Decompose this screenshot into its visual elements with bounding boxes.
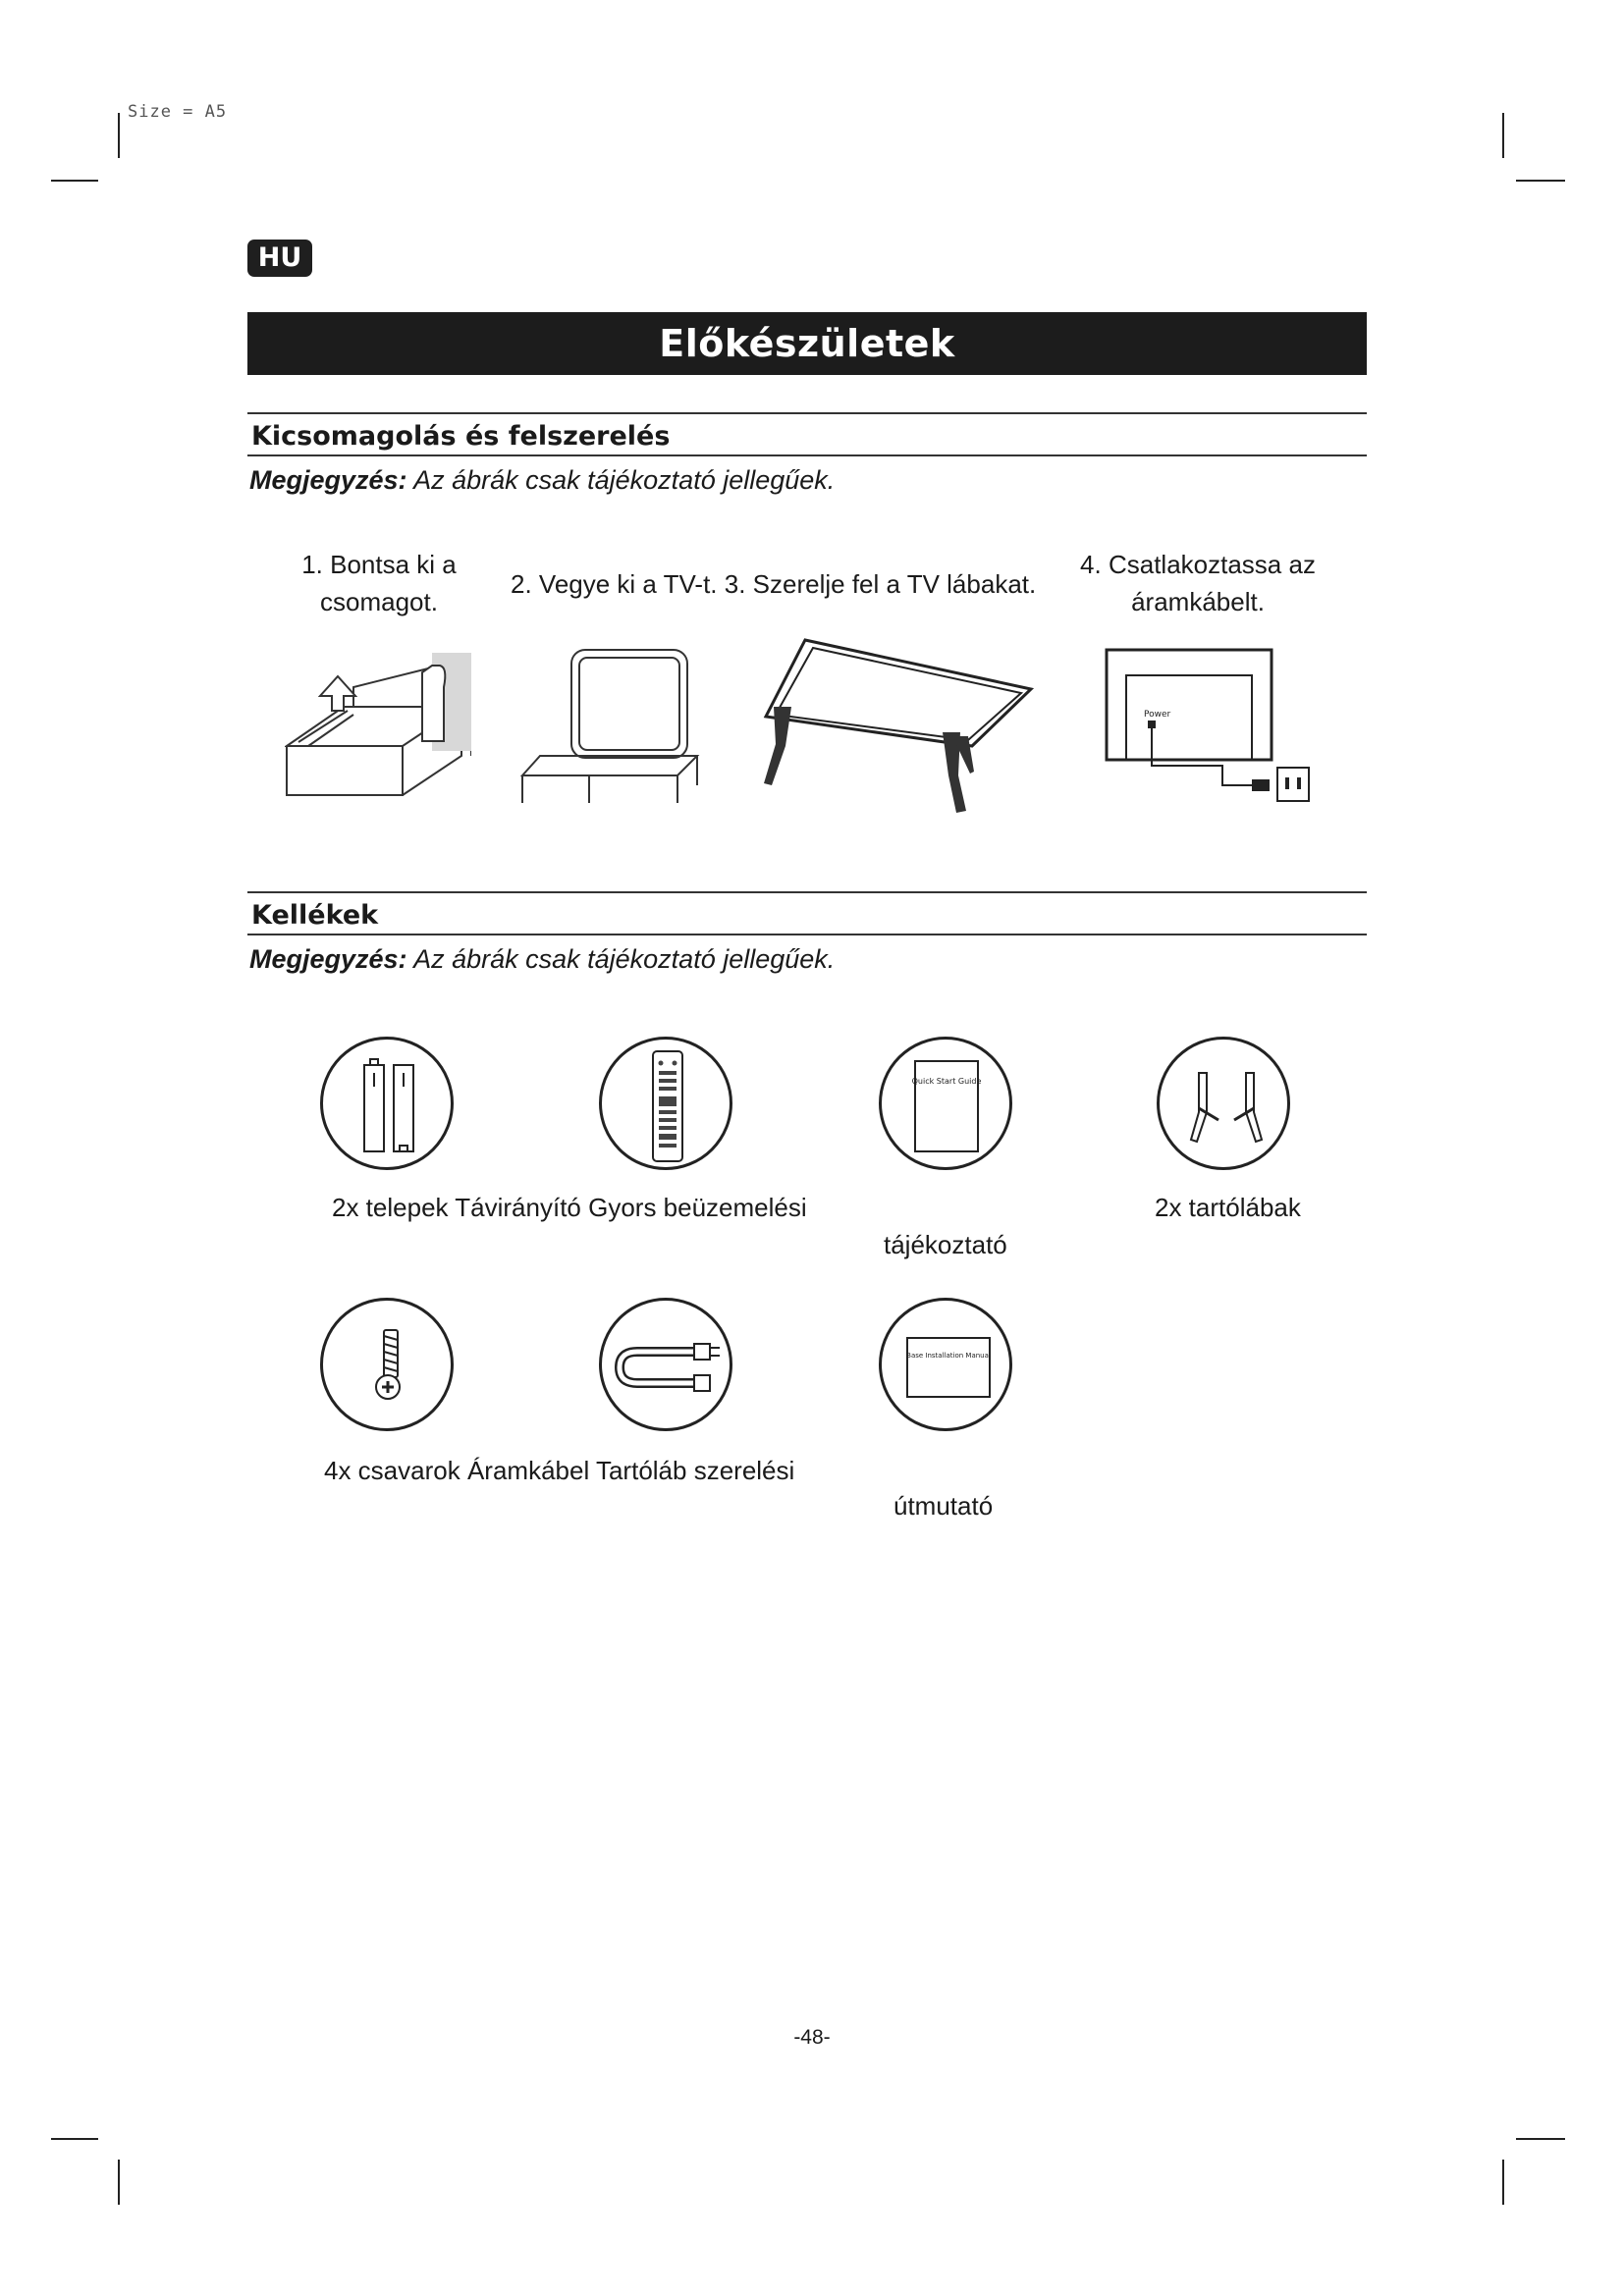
- batteries-icon: [320, 1037, 454, 1170]
- tv-removal-illustration: [520, 638, 707, 805]
- accessories-note: [249, 944, 835, 975]
- unpack-box-illustration: [285, 648, 471, 805]
- crop-mark-bottom-right-vertical: [1502, 2160, 1504, 2205]
- crop-mark-top-left-vertical: [118, 113, 120, 158]
- crop-mark-top-left-horizontal: [51, 180, 98, 182]
- accessories-row1-caption-cont: tájékoztató: [884, 1230, 1007, 1259]
- crop-mark-bottom-left-vertical: [118, 2160, 120, 2205]
- screw-icon: [320, 1298, 454, 1431]
- base-installation-manual-label: Base Installation Manual: [906, 1352, 991, 1360]
- step-remove-and-mount-label: 2. Vegye ki a TV-t. 3. Szerelje fel a TV lábakat.: [511, 569, 1037, 599]
- power-cable-icon: [599, 1298, 732, 1431]
- accessories-row2-caption-cont: útmutató: [893, 1491, 994, 1521]
- page-number: -48-: [793, 2026, 831, 2049]
- stand-legs-icon: [1157, 1037, 1290, 1170]
- accessories-heading: Kellékek: [247, 891, 1367, 935]
- power-label: Power: [1144, 710, 1171, 720]
- crop-mark-bottom-left-horizontal: [51, 2138, 98, 2140]
- unpacking-note: [249, 465, 835, 496]
- accessories-row2-caption: 4x csavarok Áramkábel Tartóláb szerelési: [324, 1456, 795, 1485]
- base-installation-manual-icon: [879, 1298, 1012, 1431]
- crop-mark-top-right-horizontal: [1516, 180, 1565, 182]
- quick-start-guide-icon: [879, 1037, 1012, 1170]
- accessories-row1-caption: 2x telepek Távirányító Gyors beüzemelési: [332, 1193, 807, 1222]
- step-unpack-label: 1. Bontsa ki a csomagot.: [301, 550, 457, 616]
- step-connect-power-label: 4. Csatlakoztassa az áramkábelt.: [1080, 550, 1316, 616]
- note-text: Az ábrák csak tájékoztató jellegűek.: [413, 465, 836, 495]
- note-text: Az ábrák csak tájékoztató jellegűek.: [413, 944, 836, 974]
- note-label: Megjegyzés:: [249, 944, 407, 974]
- crop-mark-bottom-right-horizontal: [1516, 2138, 1565, 2140]
- size-label: Size = A5: [128, 102, 228, 122]
- language-badge: HU: [247, 240, 312, 277]
- crop-mark-top-right-vertical: [1502, 113, 1504, 158]
- tv-legs-illustration: [746, 638, 1041, 834]
- remote-control-icon: [599, 1037, 732, 1170]
- power-connection-illustration: [1105, 648, 1316, 815]
- unpacking-heading: Kicsomagolás és felszerelés: [247, 412, 1367, 456]
- page-title: Előkészületek: [247, 312, 1367, 375]
- quick-start-guide-label: Quick Start Guide: [911, 1077, 982, 1086]
- note-label: Megjegyzés:: [249, 465, 407, 495]
- accessories-row1-caption-right: 2x tartólábak: [1155, 1193, 1301, 1222]
